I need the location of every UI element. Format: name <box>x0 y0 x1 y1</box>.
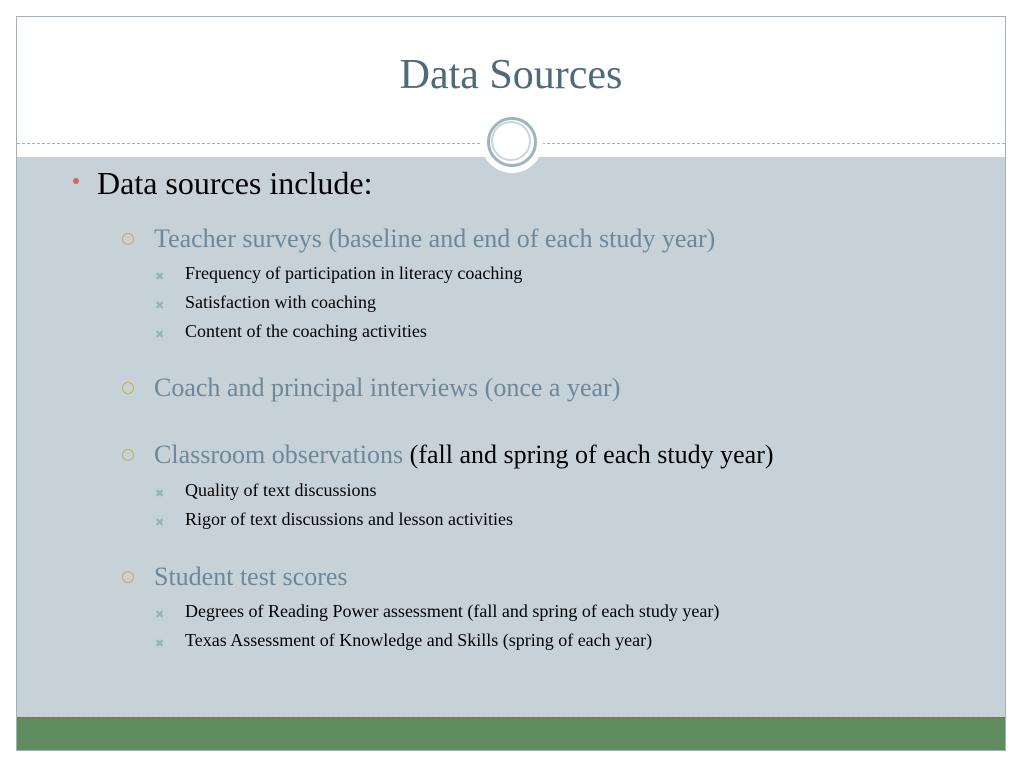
section-heading-text: Student test scores <box>154 562 348 591</box>
footer-bar <box>17 717 1005 750</box>
list-item-text: Satisfaction with coaching <box>185 292 376 312</box>
x-bullet-icon: ✖ <box>155 516 165 529</box>
x-bullet-icon: ✖ <box>155 328 165 341</box>
section-heading-text: Coach and principal interviews (once a year) <box>154 373 621 402</box>
x-bullet-icon: ✖ <box>155 299 165 312</box>
section-heading-text <box>154 439 774 471</box>
list-item-text: Frequency of participation in literacy coaching <box>185 263 523 283</box>
x-bullet-icon: ✖ <box>155 487 165 500</box>
ring-bullet-icon <box>122 233 134 245</box>
x-bullet-icon: ✖ <box>155 608 165 621</box>
ring-bullet-icon <box>122 382 134 394</box>
x-bullet-icon: ✖ <box>155 270 165 283</box>
list-item-text: Quality of text discussions <box>185 480 377 500</box>
section-heading-suffix: (fall and spring of each study year) <box>403 440 774 469</box>
ring-bullet-icon <box>122 449 134 461</box>
section-heading-text: Teacher surveys (baseline and end of each study year) <box>154 224 716 253</box>
x-bullet-icon: ✖ <box>155 637 165 650</box>
section-heading-primary: Classroom observations <box>154 440 404 469</box>
dot-bullet-icon <box>73 178 79 184</box>
main-bullet-text: Data sources include: <box>97 165 373 201</box>
slide-title: Data Sources <box>399 52 623 98</box>
list-item-text: Content of the coaching activities <box>185 321 427 341</box>
list-item-text: Degrees of Reading Power assessment (fall and spring of each study year) <box>185 601 720 621</box>
slide <box>16 16 1006 751</box>
list-item-text: Rigor of text discussions and lesson activities <box>185 509 513 529</box>
ornament-ring-inner <box>491 121 531 161</box>
list-item-text: Texas Assessment of Knowledge and Skills (spring of each year) <box>185 630 653 650</box>
ring-bullet-icon <box>122 571 134 583</box>
